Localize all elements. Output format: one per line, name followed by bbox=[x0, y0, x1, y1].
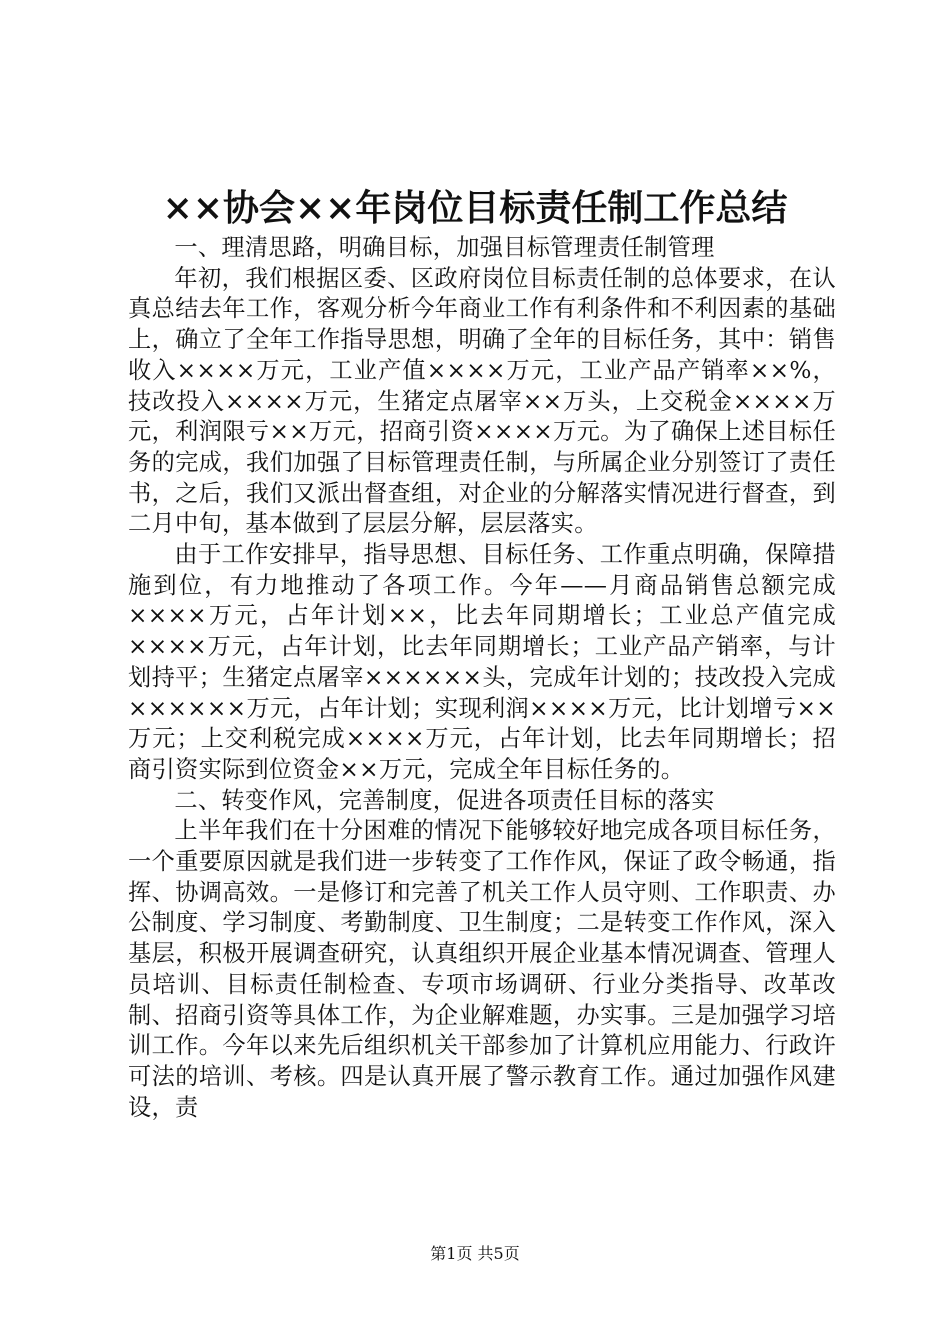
section-heading-1: 一、理清思路，明确目标，加强目标管理责任制管理 bbox=[174, 234, 715, 261]
paragraph-3: 上半年我们在十分困难的情况下能够较好地完成各项目标任务，一个重要原因就是我们进一步转变了工作作风，保证了政令畅通，指挥、协调高效。一是修订和完善了机关工作人员守则、工作职责、办公制度、学习制度、考勤制度、卫生制度；二是转变工作作风，深入基层，积极开展调查研究，认真组织开展企业基本情况调查、管理人员培训、目标责任制检查、专项市场调研、行业分类指导、改革改制、招商引资等具体工作，为企业解难题，办实事。三是加强学习培训工作。今年以来先后组织机关干部参加了计算机应用能力、行政许可法的培训、考核。四是认真开展了警示教育工作。通过加强作风建设，责 bbox=[128, 817, 836, 1121]
paragraph-2: 由于工作安排早，指导思想、目标任务、工作重点明确，保障措施到位，有力地推动了各项工作。今年——月商品销售总额完成××××万元，占年计划××，比去年同期增长；工业总产值完成××××万元，占年计划，比去年同期增长；工业产品产销率，与计划持平；生猪定点屠宰××××××头，完成年计划的；技改投入完成××××××万元，占年计划；实现利润××××万元，比计划增亏××万元；上交利税完成××××万元，占年计划，比去年同期增长；招商引资实际到位资金××万元，完成全年目标任务的。 bbox=[128, 541, 836, 783]
document-body bbox=[128, 233, 836, 1123]
page-footer: 第1页 共5页 bbox=[430, 1244, 520, 1263]
section-heading-2: 二、转变作风，完善制度，促进各项责任目标的落实 bbox=[174, 786, 715, 814]
document-title: ××协会××年岗位目标责任制工作总结 bbox=[162, 187, 788, 229]
paragraph-1: 年初，我们根据区委、区政府岗位目标责任制的总体要求，在认真总结去年工作，客观分析今年商业工作有利条件和不利因素的基础上，确立了全年工作指导思想，明确了全年的目标任务，其中：销售收入××××万元，工业产值××××万元，工业产品产销率××%，技改投入××××万元，生猪定点屠宰××万头，上交税金××××万元，利润限亏××万元，招商引资××××万元。为了确保上述目标任务的完成，我们加强了目标管理责任制，与所属企业分别签订了责任书，之后，我们又派出督查组，对企业的分解落实情况进行督查，到二月中旬，基本做到了层层分解，层层落实。 bbox=[128, 264, 836, 538]
